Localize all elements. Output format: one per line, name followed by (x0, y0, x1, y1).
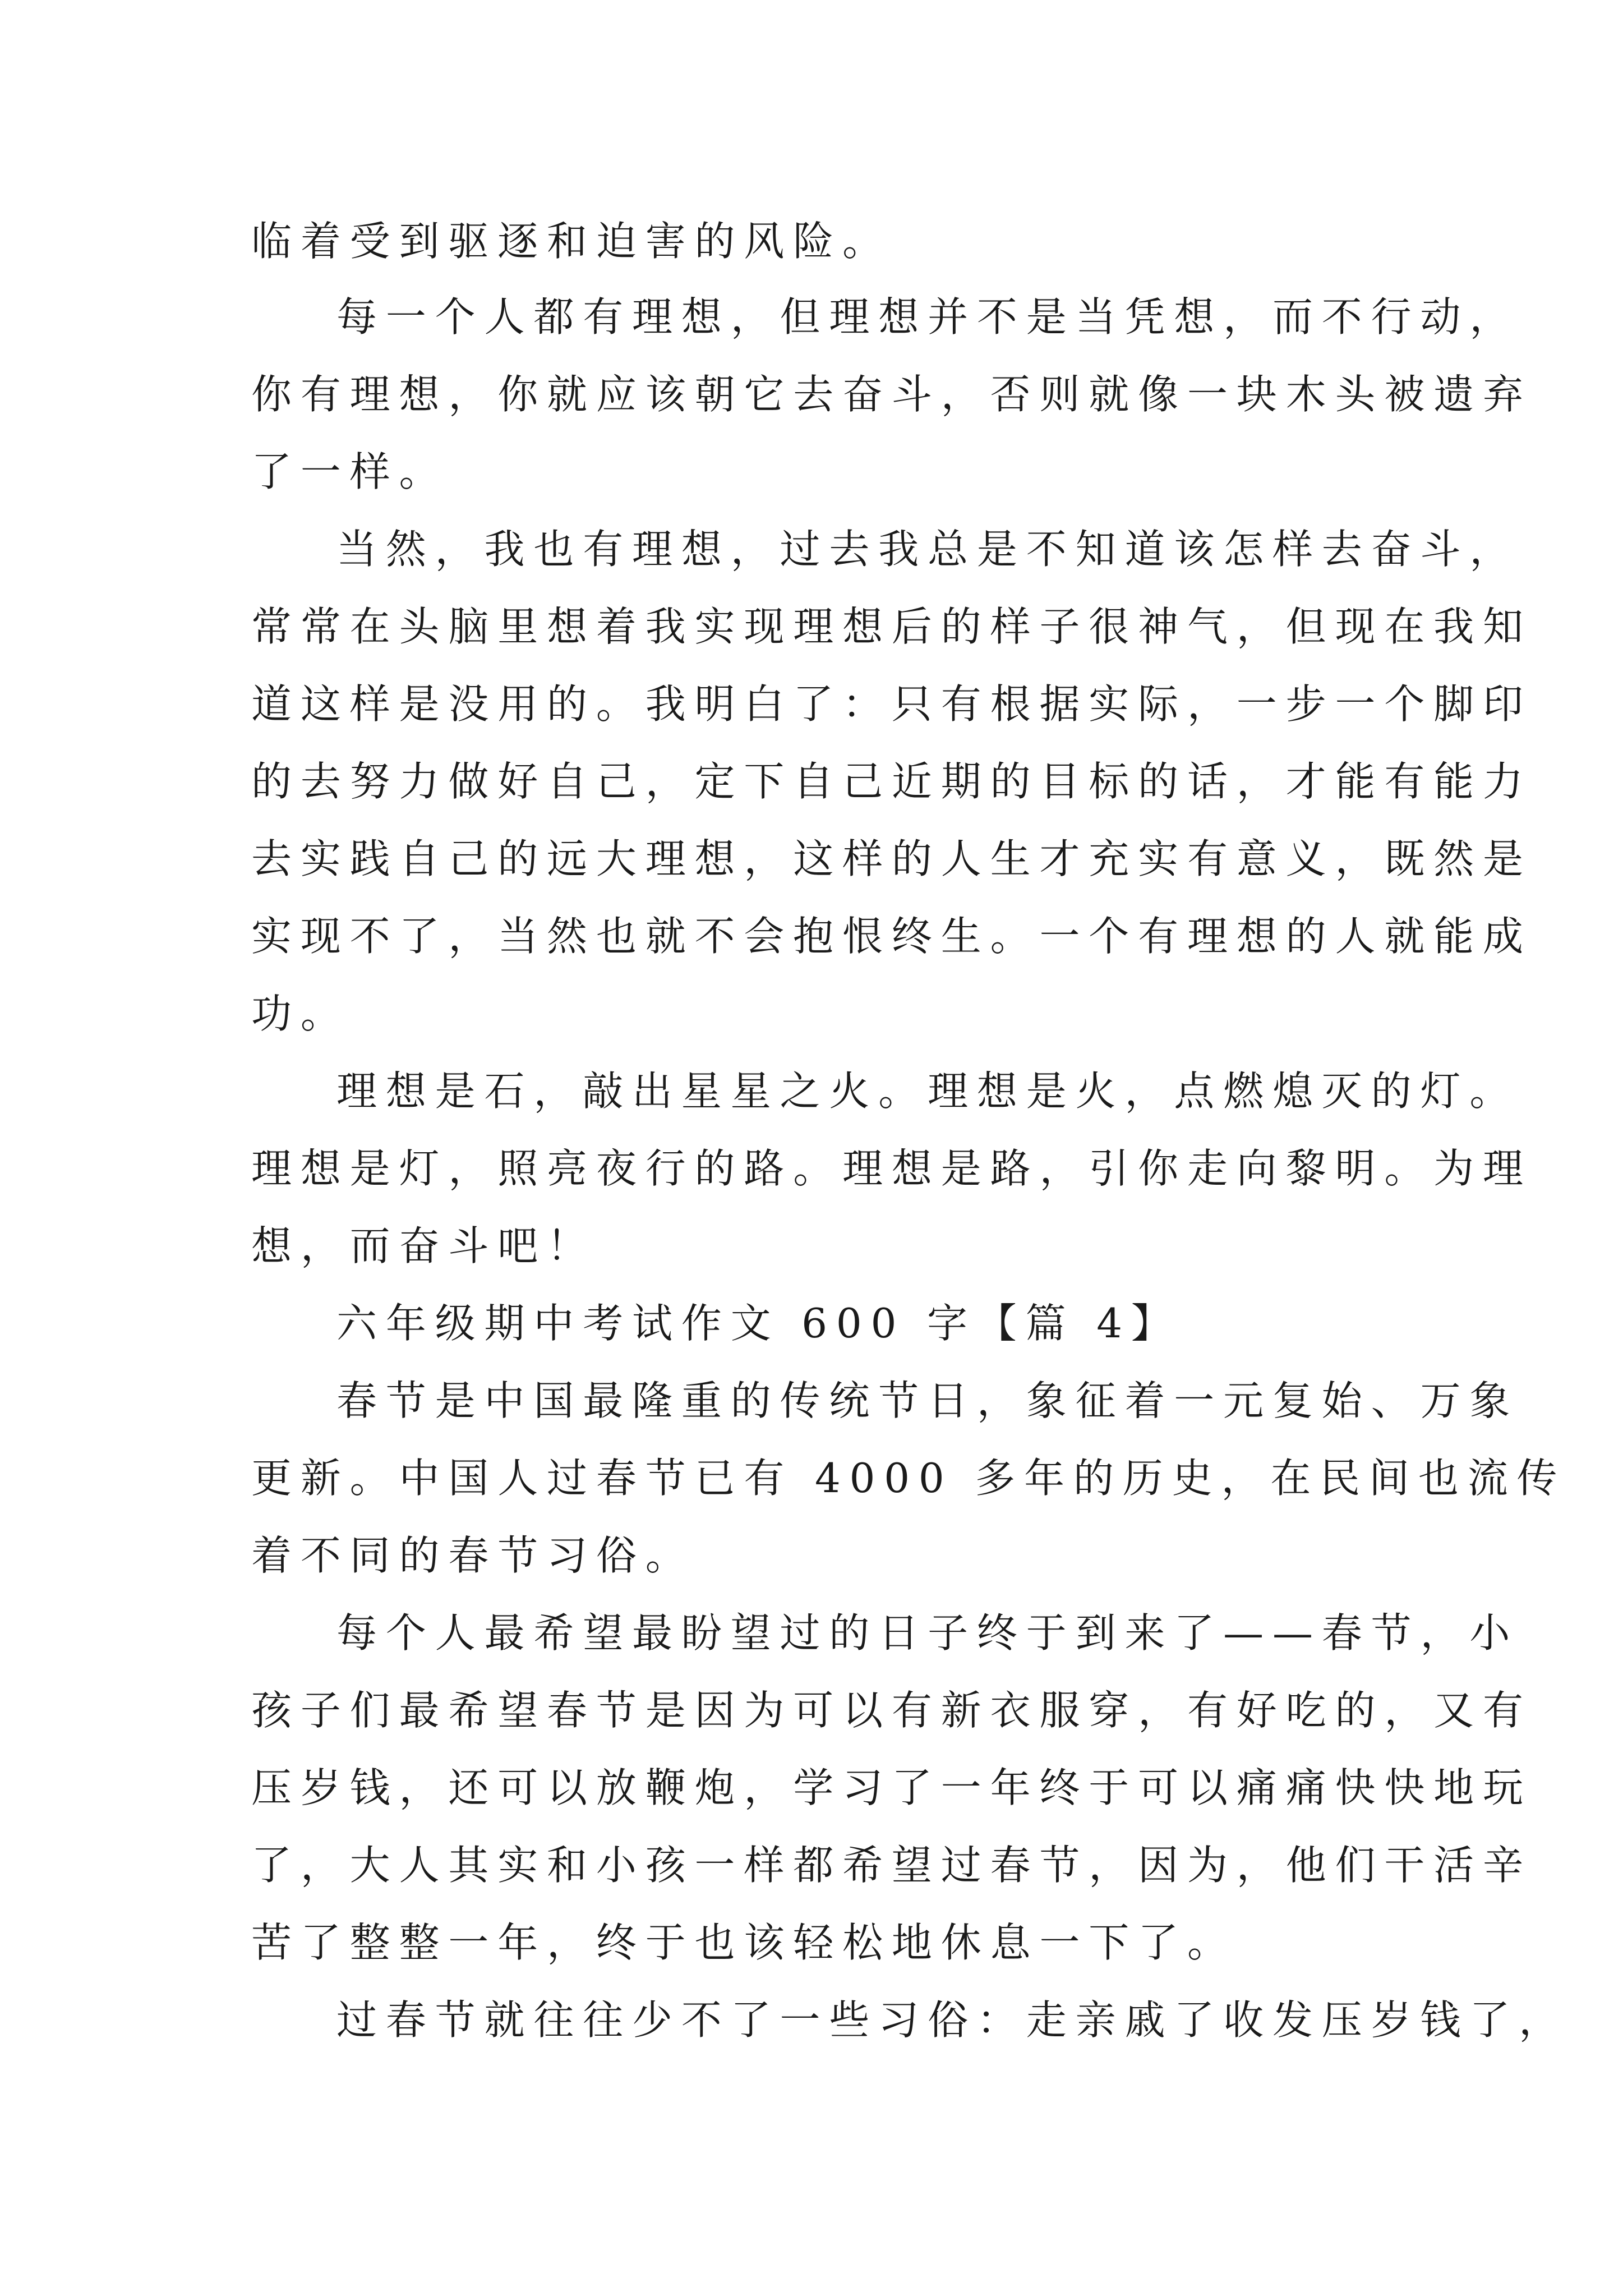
text-line: 常常在头脑里想着我实现理想后的样子很神气，但现在我知 (251, 603, 1532, 650)
text-line: 每一个人都有理想，但理想并不是当凭想，而不行动， (336, 293, 1519, 341)
text-line: 每个人最希望最盼望过的日子终于到来了——春节，小 (336, 1609, 1519, 1657)
text-line: 功。 (251, 990, 350, 1037)
text-line: 孩子们最希望春节是因为可以有新衣服穿，有好吃的，又有 (251, 1687, 1532, 1734)
text-line: 理想是灯，照亮夜行的路。理想是路，引你走向黎明。为理 (251, 1145, 1532, 1192)
text-line: 你有理想，你就应该朝它去奋斗，否则就像一块木头被遗弃 (251, 371, 1532, 418)
text-line: 苦了整整一年，终于也该轻松地休息一下了。 (251, 1919, 1237, 1966)
text-line: 道这样是没用的。我明白了：只有根据实际，一步一个脚印 (251, 680, 1532, 728)
text-line: 的去努力做好自己，定下自己近期的目标的话，才能有能力 (251, 758, 1532, 805)
text-line: 临着受到驱逐和迫害的风险。 (251, 218, 892, 265)
text-line: 过春节就往往少不了一些习俗：走亲戚了收发压岁钱了， (336, 1996, 1569, 2044)
text-line: 了一样。 (251, 448, 449, 495)
text-line: 当然，我也有理想，过去我总是不知道该怎样去奋斗， (336, 526, 1519, 573)
text-line: 了，大人其实和小孩一样都希望过春节，因为，他们干活辛 (251, 1842, 1532, 1889)
text-line: 理想是石，敲出星星之火。理想是火，点燃熄灭的灯。 (336, 1068, 1519, 1115)
section-heading: 六年级期中考试作文 600 字【篇 4】 (336, 1300, 1181, 1347)
text-line: 去实践自己的远大理想，这样的人生才充实有意义，既然是 (251, 835, 1532, 882)
text-line: 着不同的春节习俗。 (251, 1532, 695, 1579)
text-line: 春节是中国最隆重的传统节日，象征着一元复始、万象 (336, 1377, 1519, 1424)
text-line: 更新。中国人过春节已有 4000 多年的历史，在民间也流传 (251, 1455, 1566, 1502)
text-line: 压岁钱，还可以放鞭炮，学习了一年终于可以痛痛快快地玩 (251, 1764, 1532, 1811)
text-line: 想，而奋斗吧！ (251, 1222, 596, 1269)
text-line: 实现不了，当然也就不会抱恨终生。一个有理想的人就能成 (251, 913, 1532, 960)
